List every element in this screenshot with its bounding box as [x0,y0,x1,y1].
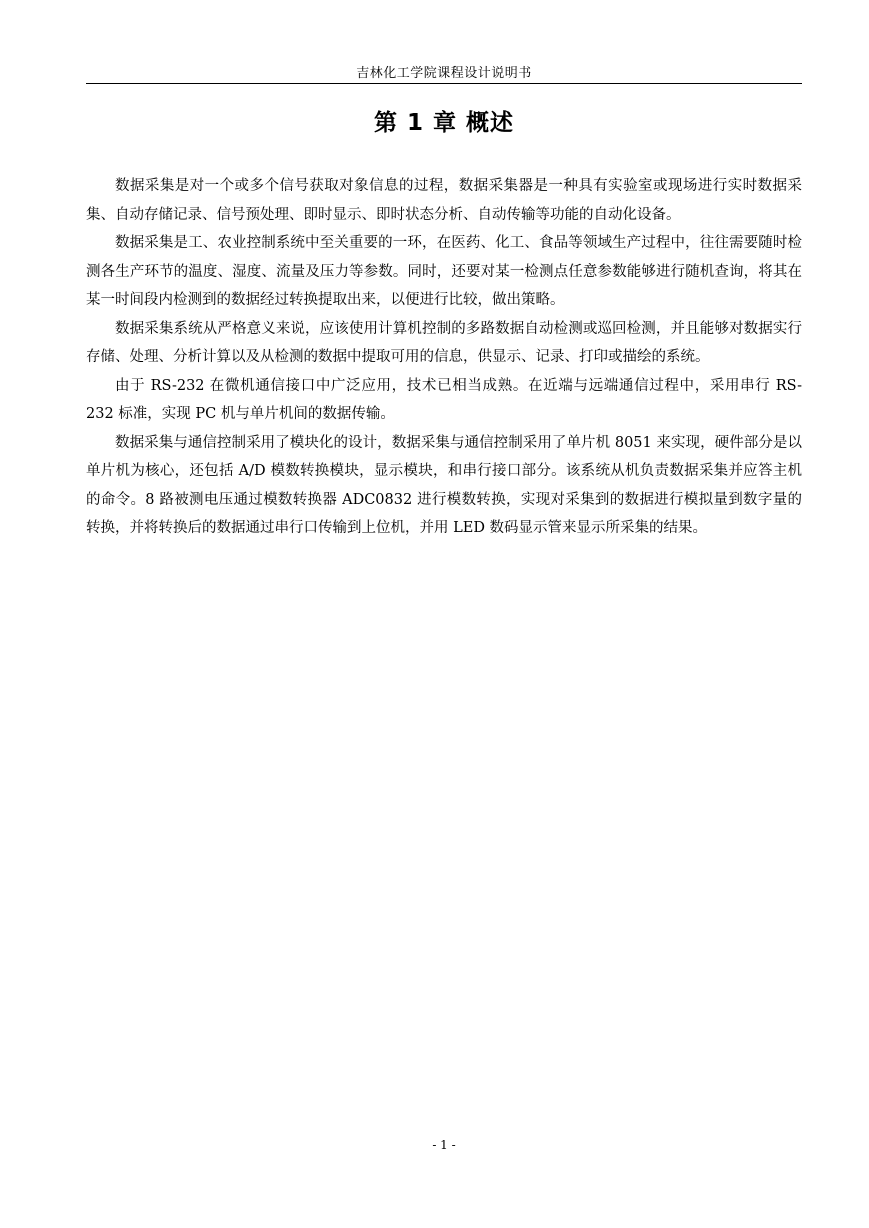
document-body [86,172,802,543]
paragraph-3: 数据采集系统从严格意义来说，应该使用计算机控制的多路数据自动检测或巡回检测，并且能够对数据实行存储、处理、分析计算以及从检测的数据中提取可用的信息，供显示、记录、打印或描绘的系统。 [86,320,802,365]
paragraph-2: 数据采集是工、农业控制系统中至关重要的一环，在医药、化工、食品等领域生产过程中，往往需要随时检测各生产环节的温度、湿度、流量及压力等参数。同时，还要对某一检测点任意参数能够进行随机查询，将其在某一时间段内检测到的数据经过转换提取出来，以便进行比较，做出策略。 [86,235,802,308]
page-number: - 1 - [432,1138,456,1152]
page-header: 吉林化工学院课程设计说明书 [356,66,532,81]
paragraph-1: 数据采集是对一个或多个信号获取对象信息的过程，数据采集器是一种具有实验室或现场进行实时数据采集、自动存储记录、信号预处理、即时显示、即时状态分析、自动传输等功能的自动化设备。 [86,178,802,223]
chapter-title: 第 1 章 概述 [373,110,515,136]
header-divider [86,83,802,84]
paragraph-5: 数据采集与通信控制采用了模块化的设计，数据采集与通信控制采用了单片机 8051 来实现，硬件部分是以单片机为核心，还包括 A/D 模数转换模块，显示模块，和串行接口部分。该系统从机负责数据采集并应答主机的命令。8 路被测电压通过模数转换器 ADC0832 进行模数转换，实现对采集到的数据进行模拟量到数字量的转换，并将转换后的数据通过串行口传输到上位机，并用 LED 数码显示管来显示所采集的结果。 [86,434,802,536]
paragraph-4: 由于 RS-232 在微机通信接口中广泛应用，技术已相当成熟。在近端与远端通信过程中，采用串行 RS-232 标准，实现 PC 机与单片机间的数据传输。 [86,377,802,422]
